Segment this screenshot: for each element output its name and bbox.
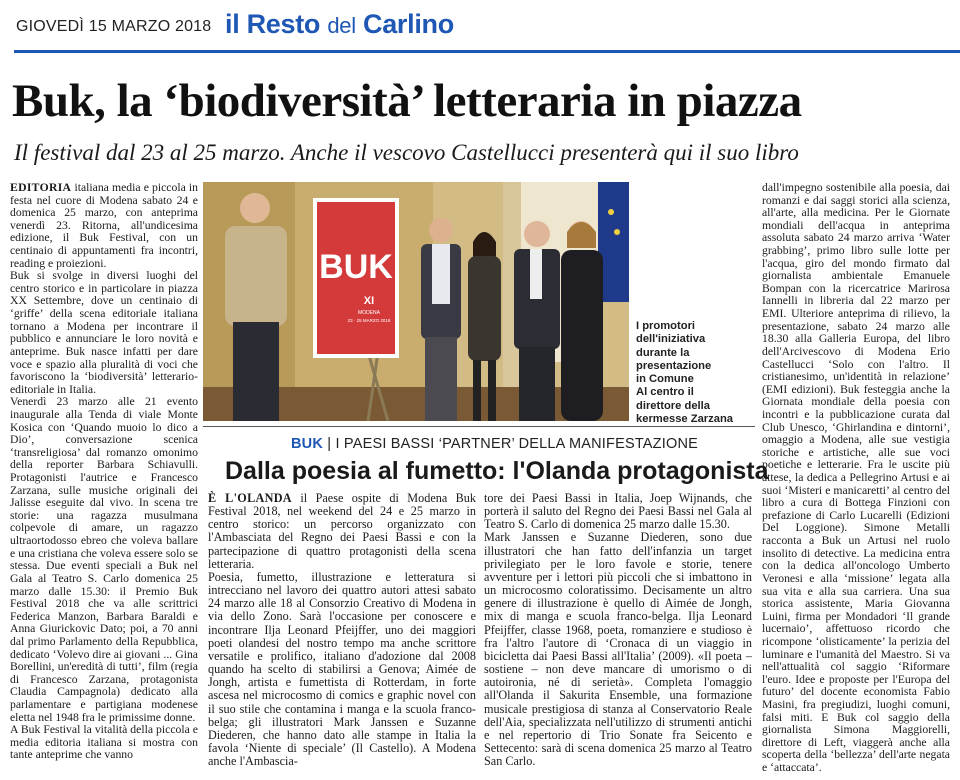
paragraph: dall'impegno sostenibile alla poesia, dai romanzi e dai saggi storici alla scienza, all'arte, alla medicina. Per le Giornate mondiali dell'acqua in anteprima assoluta sabato 24 marzo arriva ‘Water grabbing’, primo libro sulle lotte per l'acqua, giro del mondo firmato dal giornalista ambientale Emanuele Bompan con la ricercatrice Marirosa Iannelli in libreria dal 22 marzo per EMI. Ulteriore anteprima di rilievo, la presentazione, sabato 24 marzo alle 18.30 alla Galleria Europa, del libro dell'Arcivescovo di Modena Erio Castellucci ‘Solo con l'altro. Il cristianesimo, un'identità in relazione’ (EMI edizioni). Buk festeggia anche la Giornata mondiale della poesia con incontri e la pubblicazione curata dal Club Unesco, ‘Ghirlandina e dintorni’, omaggio a Modena, alle sue vestigia storiche e artistiche, alle sue voci poetiche e letterarie. Fra le uscite più attese, la dedica a Pellegrino Artusi e ai suoi ‘Misteri e manicaretti’ al centro del libro a cura di Bottega Finzioni con prefazione di Carlo Lucarelli (Edizioni Del Loggione). Simone Metalli racconta a Buk un Artusi nel ruolo insolito di detective. La medicina entra con la dedica all'oncologo Umberto Veronesi e alla ‘missione’ legata alla sua vita e alla sua carriera. Una sua storica assistente, Maria Giovanna Luini, firma per Mondadori ‘Il grande lucernaio’, affettuoso ricordo che ricompone ‘olisticamente’ la perizia del luminare e l'umanità del Maestro. Si va nell'attualità col saggio ‘Riformare l'euro. Idee e proposte per l'Europa del futuro’ del docente economista Fabio Masini, fra pregiudizi, luoghi comuni, falsi miti. E Buk col saggio della giornalista Simona Maggiorelli, direttore di Left, viaggerà anche alla scoperta della ‘bellezza’ dell'arte negata e ‘attaccata’. bbox=[762, 181, 950, 775]
box-kicker bbox=[291, 436, 698, 452]
article-photo bbox=[203, 182, 629, 421]
kicker-separator: | bbox=[327, 436, 336, 452]
photo-caption bbox=[636, 320, 758, 426]
kicker-text: I PAESI BASSI ‘PARTNER’ DELLA MANIFESTAZIONE bbox=[335, 436, 698, 452]
box-headline: Dalla poesia al fumetto: l'Olanda protagonista bbox=[225, 457, 769, 485]
poster-dates: 23 · 25 MARZO 2018 bbox=[347, 318, 391, 323]
box-divider bbox=[203, 426, 755, 427]
logo-del: del bbox=[327, 13, 356, 38]
paragraph: Mark Janssen e Suzanne Diederen, sono due illustratori che han fatto dell'infanzia un target privilegiato per le loro favole e storie, tenere avventure per i lettori più piccoli che si imbattono in un microcosmo coloratissimo. Decisamente un altro genere di illustrazione è quello di Aimée de Jongh, mix di manga e scuola franco-belga. Ilja Leonard Pfeijffer, classe 1968, poeta, romanziere e studioso è fra l'altro l'autore di ‘Cronaca di un viaggio in bicicletta dai Paesi Bassi all'Italia’ (2009). «Il poeta – sostiene – non deve mancare di umorismo o di autoironia, né di serietà». Completa l'omaggio all'Olanda il Sakurita Ensemble, una formazione musicale prestigiosa di stanza al Conservatorio Reale dell'Aia, specializzata nell'utilizzo di strumenti antichi e nel repertorio di Trio Sonate fra Seicento e Settecento: sarà di scena domenica 25 marzo al Teatro San Carlo. bbox=[484, 530, 752, 769]
logo-carlino: Carlino bbox=[363, 9, 454, 39]
paragraph: tore dei Paesi Bassi in Italia, Joep Wijnands, che porterà il saluto del Regno dei Paesi Bassi nel Gala al Teatro S. Carlo di domenica 25 marzo dalle 15.30. bbox=[484, 491, 752, 532]
caption-line: Al centro il bbox=[636, 386, 694, 399]
paragraph bbox=[10, 182, 198, 270]
caption-line: in Comune bbox=[636, 373, 694, 386]
paragraph: A Buk Festival la vitalità della piccola e media editoria italiana si mostra con tante anteprime che vanno bbox=[10, 723, 198, 762]
issue-date: GIOVEDÌ 15 MARZO 2018 bbox=[16, 18, 212, 35]
paragraph: Buk si svolge in diversi luoghi del centro storico e in particolare in piazza XX Settembre, dove un centinaio di ‘griffe’ della scena editoriale italiana tornano a Modena per incontrare il pubblico e annunciare le loro novità e anteprime. Buk nasce infatti per dare voce e spazio alla pluralità di voci che favoriscono la ‘biodiversità’ letterario-editoriale in Italia. bbox=[10, 269, 198, 396]
caption-line: presentazione bbox=[636, 359, 712, 372]
lead-word: EDITORIA bbox=[10, 181, 72, 194]
caption-line: I promotori bbox=[636, 320, 696, 332]
paragraph-text: italiana media e piccola in festa nel cuore di Modena sabato 24 e domenica 25 marzo, con anteprima venerdì 23. Ritorna, all'undicesima edizione, il Buk Festival, con un centinaio di appuntamenti fra incontri, reading e proiezioni. bbox=[10, 181, 199, 270]
caption-line: direttore della bbox=[636, 399, 710, 412]
person-right bbox=[561, 221, 603, 421]
box-column-2 bbox=[484, 492, 752, 768]
paragraph bbox=[208, 492, 476, 571]
caption-line: durante la bbox=[636, 346, 690, 359]
masthead-rule bbox=[14, 50, 960, 53]
person-center-left bbox=[421, 218, 461, 421]
person-left bbox=[225, 193, 287, 421]
caption-line: kermesse Zarzana bbox=[636, 413, 734, 426]
logo-il: il bbox=[225, 9, 240, 39]
article-column-4 bbox=[762, 182, 950, 775]
poster-city: MODENA bbox=[358, 310, 380, 316]
newspaper-logo bbox=[225, 9, 454, 40]
article-headline: Buk, la ‘biodiversità’ letteraria in piazza bbox=[12, 75, 802, 127]
masthead bbox=[10, 10, 950, 44]
paragraph-text: il Paese ospite di Modena Buk Festival 2018, nel weekend del 24 e 25 marzo in centro storico: un percorso organizzato con l'Ambasciata del Regno dei Paesi Bassi e con la partecipazione di quattro protagonisti della scena letteraria. bbox=[208, 491, 476, 571]
poster-edition: XI bbox=[363, 295, 375, 307]
lead-word: È L'OLANDA bbox=[208, 491, 292, 505]
poster-title: BUK bbox=[319, 248, 393, 286]
box-column-1 bbox=[208, 492, 476, 768]
logo-resto: Resto bbox=[246, 9, 321, 39]
paragraph: Poesia, fumetto, illustrazione e letteratura si intrecciano nel lavoro dei quattro autori attesi sabato 24 marzo alle 18 al Consorzio Creativo di Modena in via dello Zono. Sarà l'occasione per conoscere e incontrare Ilja Leonard Pfeijffer, uno dei maggiori poeti olandesi del nostro tempo ma anche scrittore versatile e prolifico, italiano d'adozione dal 2008 quando ha scelto di stabilirsi a Genova; Aimée de Jongh, artista e fumettista di Rotterdam, in forte ascesa nel microcosmo di comics e graphic novel con il suo stile che contamina i manga e la scuola franco-belga; gli illustratori Mark Janssen e Suzanne Diederen, che hanno dato alle stampe in Italia la favola ‘Niente di speciale’ (Il Castello). A Modena anche l'Ambascia- bbox=[208, 569, 476, 769]
article-subhead: Il festival dal 23 al 25 marzo. Anche il vescovo Castellucci presenterà qui il suo libro bbox=[14, 140, 799, 165]
paragraph: Venerdì 23 marzo alle 21 evento inaugurale alla Tenda di viale Monte Kosica con ‘Quando muoio lo dico a Dio’, conversazione scenica ‘transreligiosa’ dal romanzo omonimo della reporter Barbara Schiavulli. Protagonisti l'autrice e Francesco Zarzana, sulle musiche originali dei Jalisse eseguite dal vivo. In scena tre storie: una ragazza musulmana colpevole di amare, un ragazzo ultraortodosso ebreo che voleva ballare e una cristiana che voleva essere solo se stessa. Due eventi speciali a Buk nel Gala al Teatro S. Carlo domenica 25 marzo dalle 15.30: il Premio Buk Festival 2018 che va alle scrittrici Federica Manzon, Barbara Baraldi e Anna Giurickovic Dato; poi, a 70 anni dal primo Parlamento della Repubblica, dedicato ‘Volevo dire ai giovani ... Gina Borellini, un'eredità di tutti’, film (regia di Francesco Zarzana, protagonista Claudia Campagnola) dedicato alla parlamentare e partigiana modenese eletta nel 1948 fra le primissime donne. bbox=[10, 395, 198, 724]
kicker-tag: BUK bbox=[291, 436, 324, 452]
person-center-right bbox=[514, 221, 560, 421]
caption-line: dell'iniziativa bbox=[636, 333, 706, 346]
article-column-1 bbox=[10, 182, 198, 762]
